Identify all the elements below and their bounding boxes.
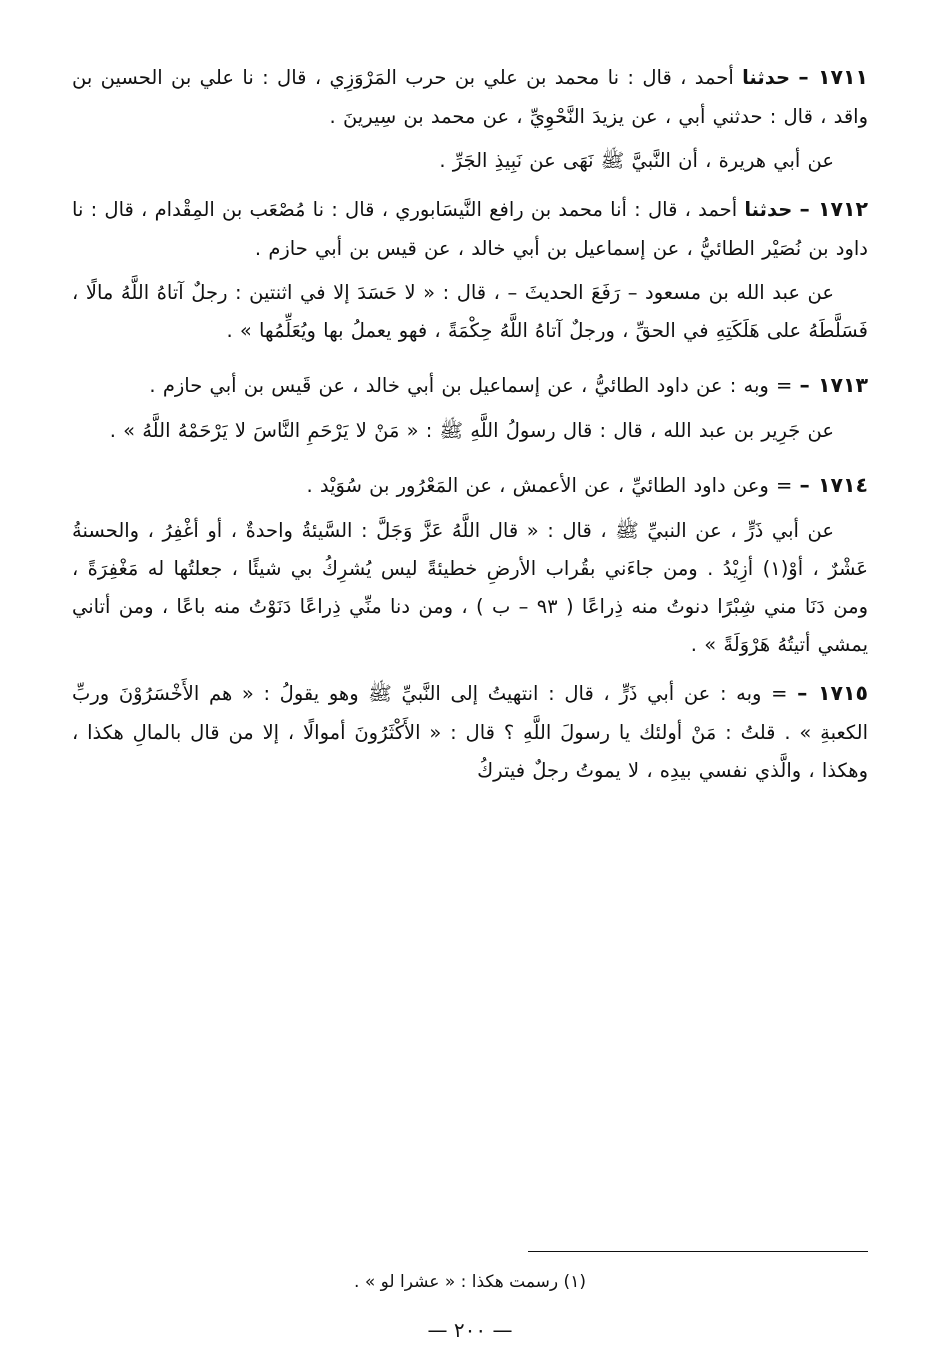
isnad-text-1714: وعن داود الطائيِّ ، عن الأعمش ، عن المَعْرُور بن سُوَيْد . xyxy=(306,474,776,497)
hadith-number-1713: ١٧١٣ – xyxy=(799,373,868,398)
hadith-isnad-1714 xyxy=(72,466,868,506)
hadith-isnad-1715 xyxy=(72,674,868,790)
hadith-number-1714: ١٧١٤ – xyxy=(799,473,868,497)
footnote-text: (١) رسمت هكذا : « عشرا لو » . xyxy=(354,1272,586,1292)
hadith-number-1712: ١٧١٢ – xyxy=(799,197,868,221)
isnad-keyword-1711: حدثنا xyxy=(742,66,791,89)
isnad-keyword-1712: حدثنا xyxy=(744,198,793,221)
hadith-isnad-1711 xyxy=(72,58,868,136)
isnad-text-1711: أحمد ، قال : نا محمد بن علي بن حرب المَرْوَزِي ، قال : نا علي بن الحسين بن واقد ، قال : حدثني أبي ، عن يزيدَ النَّحْوِيِّ ، عن محمد بن سِيرينَ . xyxy=(72,66,868,128)
hadith-matn-1714: عن أبي ذَرٍّ ، عن النبيِّ ﷺ ، قال : « قال اللَّهُ عَزَّ وَجَلَّ : السَّيئةُ واحدةٌ ، أو أغْفِرُ ، والحسنةُ عَشْرٌ ، أوْ(١) أزِيْدُ . ومن جاءَني بقُراب الأرضِ خطيئةً ليس يُشرِكُ بي شيئًا ، جعلتُها له مَغْفِرَةً ، ومن دَنَا مني شِبْرًا دنوتُ منه ذِراعًا ( ٩٣ – ب ) ، ومن دنا منِّي ذِراعًا دَنَوْتُ منه باعًا ، ومن أتاني يمشي أتيتُهُ هَرْوَلَةً » . xyxy=(72,518,869,657)
isnad-keyword-1714: = xyxy=(776,474,793,497)
hadith-number-1711: ١٧١١ – xyxy=(798,65,868,89)
isnad-text-1715: وبه : عن أبي ذَرٍّ ، قال : انتهيتُ إلى النَّبيِّ ﷺ وهو يقولُ : « هم الأَخْسَرُوْنَ وربِّ الكعبةِ » . قلتُ : مَنْ أولئك يا رسولَ اللَّهِ ؟ قال : « الأَكْثَرُونَ أموالًا ، إلا من قال بالمالِ هكذا ، وهكذا ، والَّذي نفسي بيدِه ، لا يموتُ رجلٌ فيتركُ xyxy=(72,682,868,783)
page-number: — ٢٠٠ — xyxy=(427,1318,513,1342)
hadith-number-1715: ١٧١٥ – xyxy=(797,681,869,706)
page-content xyxy=(72,58,868,790)
isnad-keyword-1713: = xyxy=(776,374,793,398)
hadith-isnad-1712 xyxy=(72,190,868,268)
isnad-text-1712: أحمد ، قال : أنا محمد بن رافع النَّيسَابوري ، قال : نا مُصْعَب بن المِقْدام ، قال : نا داود بن نُصَيْر الطائيُّ ، عن إسماعيل بن أبي خالد ، عن قيس بن أبي حازم . xyxy=(72,198,868,260)
isnad-text-1713: وبه : عن داود الطائيُّ ، عن إسماعيل بن أبي خالد ، عن قَيس بن أبي حازم . xyxy=(149,374,776,398)
hadith-isnad-1713 xyxy=(72,366,868,406)
footnote-separator xyxy=(528,1251,868,1252)
hadith-matn-1711: عن أبي هريرة ، أن النَّبيَّ ﷺ نَهَى عن نَبِيذِ الجَرِّ . xyxy=(439,148,834,172)
hadith-matn-1712: عن عبد الله بن مسعود – رَفَعَ الحديثَ – ، قال : « لا حَسَدَ إلا في اثنتين : رجلٌ آتاهُ اللَّهُ مالًا ، فَسَلَّطَهُ على هَلَكَتِهِ في الحقِّ ، ورجلٌ آتاهُ اللَّهُ حِكْمَةً ، فهو يعملُ بها ويُعَلِّمُها » . xyxy=(72,280,868,342)
hadith-matn-1713: عن جَرِير بن عبد الله ، قال : قال رسولُ اللَّهِ ﷺ : « مَنْ لا يَرْحَمِ النَّاسَ لا يَرْحَمْهُ اللَّهُ » . xyxy=(109,418,834,442)
isnad-keyword-1715: = xyxy=(771,682,788,706)
